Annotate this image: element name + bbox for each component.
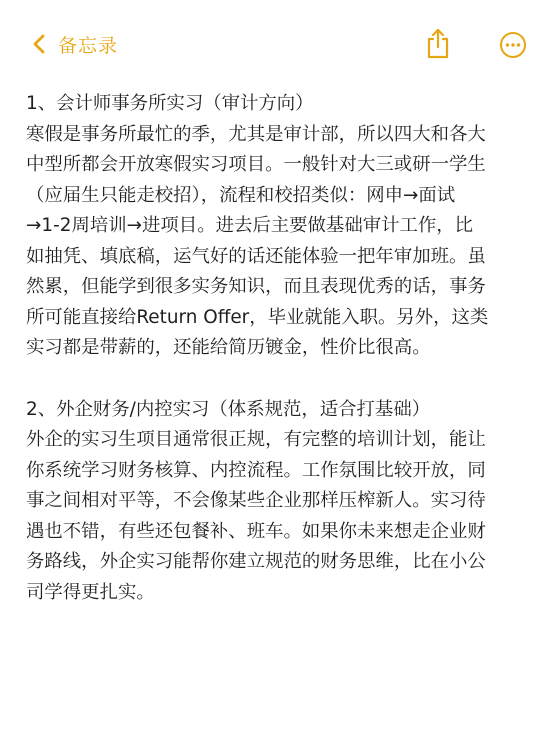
note-section-1 xyxy=(26,89,536,364)
body-line: 实习都是带薪的，还能给简历镀金，性价比很高。 xyxy=(26,337,431,358)
body-line: 中型所都会开放寒假实习项目。一般针对大三或研一学生 xyxy=(26,154,486,175)
nav-bar xyxy=(0,0,554,88)
body-line: （应届生只能走校招），流程和校招类似：网申→面试 xyxy=(26,184,456,206)
note-body[interactable] xyxy=(26,89,536,608)
body-line: 司学得更扎实。 xyxy=(26,581,155,603)
more-circle-icon xyxy=(499,31,527,59)
body-line: 事之间相对平等，不会像某些企业那样压榨新人。实习待 xyxy=(26,490,486,511)
back-label: 备忘录 xyxy=(58,34,119,57)
section-title: 1、会计师事务所实习（审计方向） xyxy=(26,93,314,114)
back-button[interactable] xyxy=(30,28,118,60)
body-line: 如抽凭、填底稿，运气好的话还能体验一把年审加班。虽 xyxy=(26,245,486,267)
body-line: 外企的实习生项目通常很正规，有完整的培训计划，能让 xyxy=(26,429,486,450)
note-section-2 xyxy=(26,395,536,609)
body-line: 寒假是事务所最忙的季，尤其是审计部，所以四大和各大 xyxy=(26,123,486,145)
body-line: 遇也不错，有些还包餐补、班车。如果你未来想走企业财 xyxy=(26,520,486,542)
body-line: 然累，但能学到很多实务知识，而且表现优秀的话，事务 xyxy=(26,276,486,297)
body-line: 所可能直接给Return Offer，毕业就能入职。另外，这类 xyxy=(26,306,489,328)
share-icon xyxy=(424,26,452,60)
section-title: 2、外企财务/内控实习（体系规范，适合打基础） xyxy=(26,398,431,420)
body-line: 务路线，外企实习能帮你建立规范的财务思维，比在小公 xyxy=(26,551,486,572)
share-button[interactable] xyxy=(424,26,452,60)
body-line: →1-2周培训→进项目。进去后主要做基础审计工作，比 xyxy=(26,215,474,236)
body-line: 你系统学习财务核算、内控流程。工作氛围比较开放，同 xyxy=(26,459,486,481)
chevron-left-icon xyxy=(30,33,50,55)
paragraph-spacer xyxy=(26,364,536,395)
more-button[interactable] xyxy=(499,31,527,59)
